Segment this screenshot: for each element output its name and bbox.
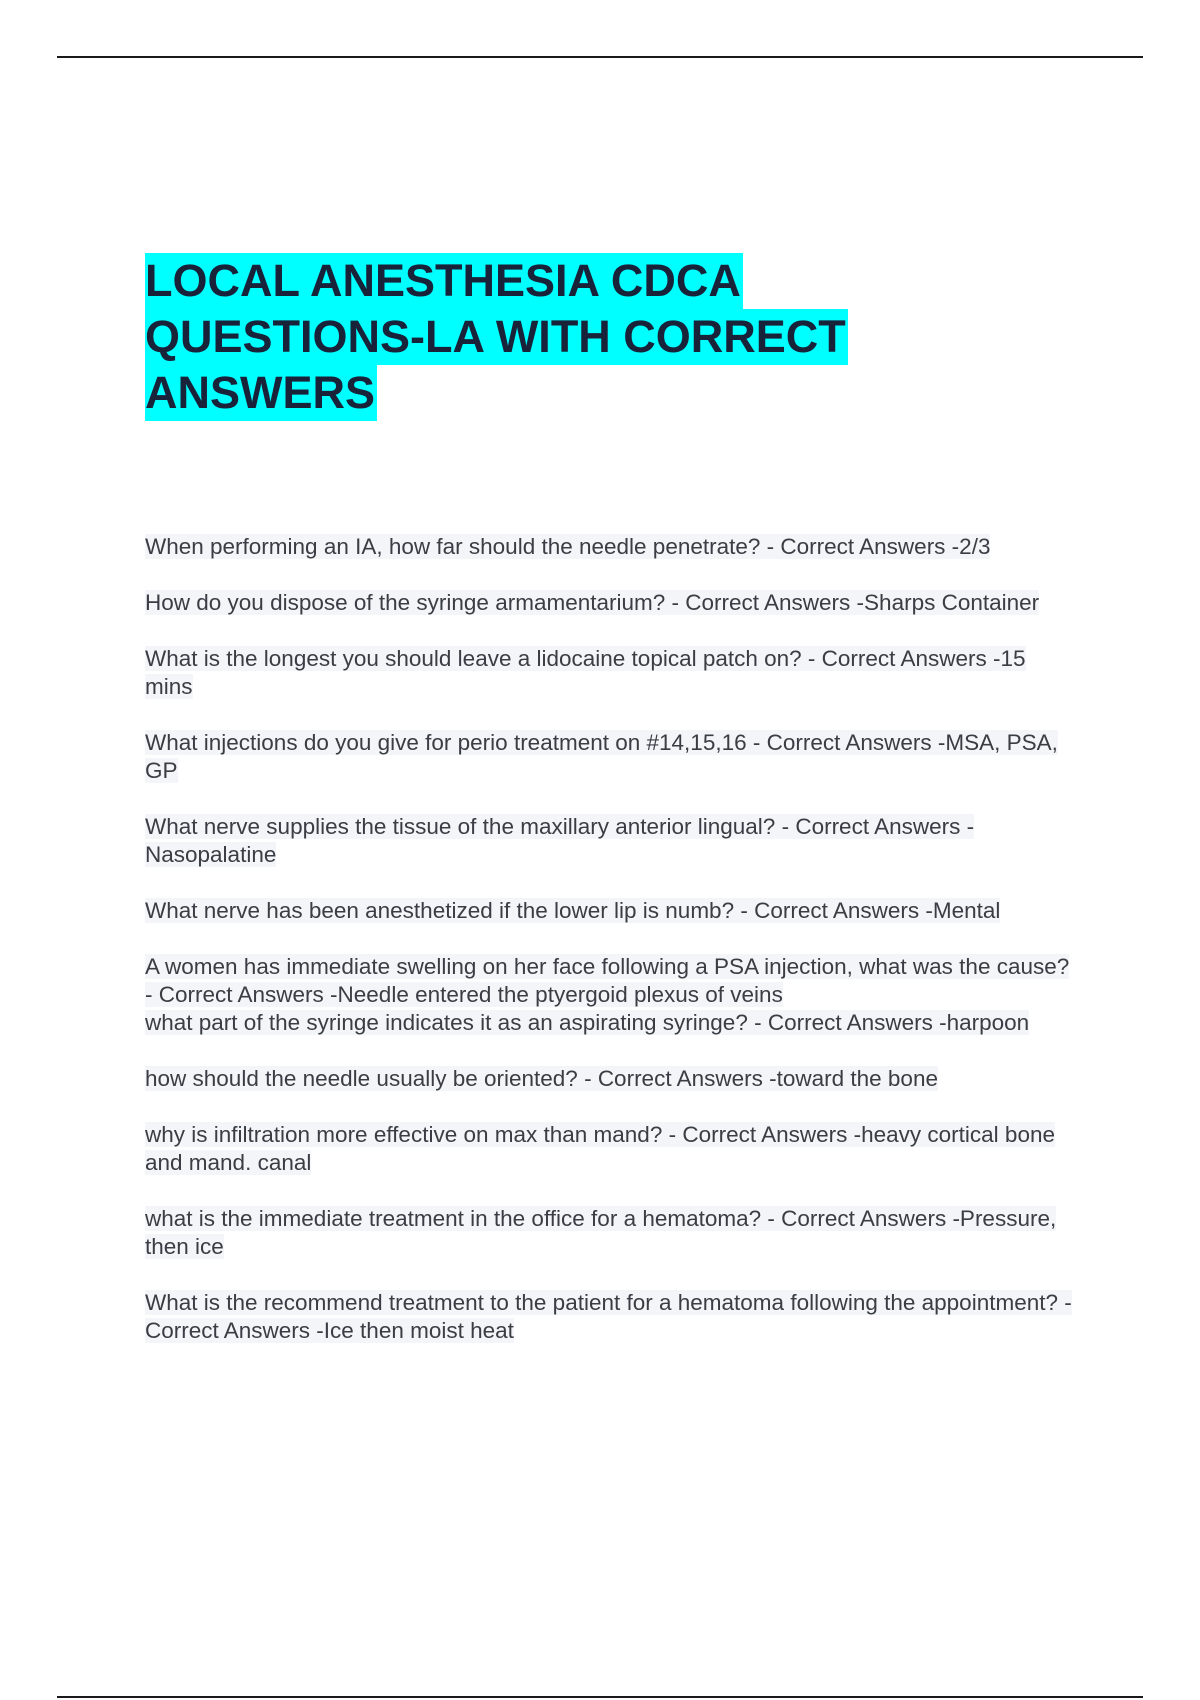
header-rule [57, 56, 1143, 58]
qa-list [145, 533, 1075, 1345]
footer-rule [57, 1696, 1143, 1698]
qa-item-11: what is the immediate treatment in the office for a hematoma? - Correct Answers -Pressure, then ice [145, 1206, 1057, 1259]
qa-item-8: what part of the syringe indicates it as an aspirating syringe? - Correct Answers -harpoon [145, 1010, 1030, 1035]
qa-item-9: how should the needle usually be oriented? - Correct Answers -toward the bone [145, 1066, 938, 1091]
qa-item-3: What is the longest you should leave a lidocaine topical patch on? - Correct Answers -15 mins [145, 646, 1026, 699]
title-line-1: LOCAL ANESTHESIA CDCA [145, 253, 743, 309]
title-line-2: QUESTIONS-LA WITH CORRECT [145, 309, 848, 365]
qa-item-10: why is infiltration more effective on max than mand? - Correct Answers -heavy cortical bone and mand. canal [145, 1122, 1055, 1175]
qa-item-5: What nerve supplies the tissue of the maxillary anterior lingual? - Correct Answers -Nasopalatine [145, 814, 975, 867]
document-title [145, 253, 1065, 421]
qa-item-12: What is the recommend treatment to the patient for a hematoma following the appointment? - Correct Answers -Ice then moist heat [145, 1290, 1072, 1343]
qa-item-7: A women has immediate swelling on her face following a PSA injection, what was the cause? - Correct Answers -Needle entered the ptyergoid plexus of veins [145, 954, 1070, 1007]
qa-item-6: What nerve has been anesthetized if the lower lip is numb? - Correct Answers -Mental [145, 898, 1001, 923]
qa-item-1: When performing an IA, how far should the needle penetrate? - Correct Answers -2/3 [145, 534, 991, 559]
qa-item-2: How do you dispose of the syringe armamentarium? - Correct Answers -Sharps Container [145, 590, 1040, 615]
title-line-3: ANSWERS [145, 365, 377, 421]
qa-item-4: What injections do you give for perio treatment on #14,15,16 - Correct Answers -MSA, PSA, GP [145, 730, 1058, 783]
